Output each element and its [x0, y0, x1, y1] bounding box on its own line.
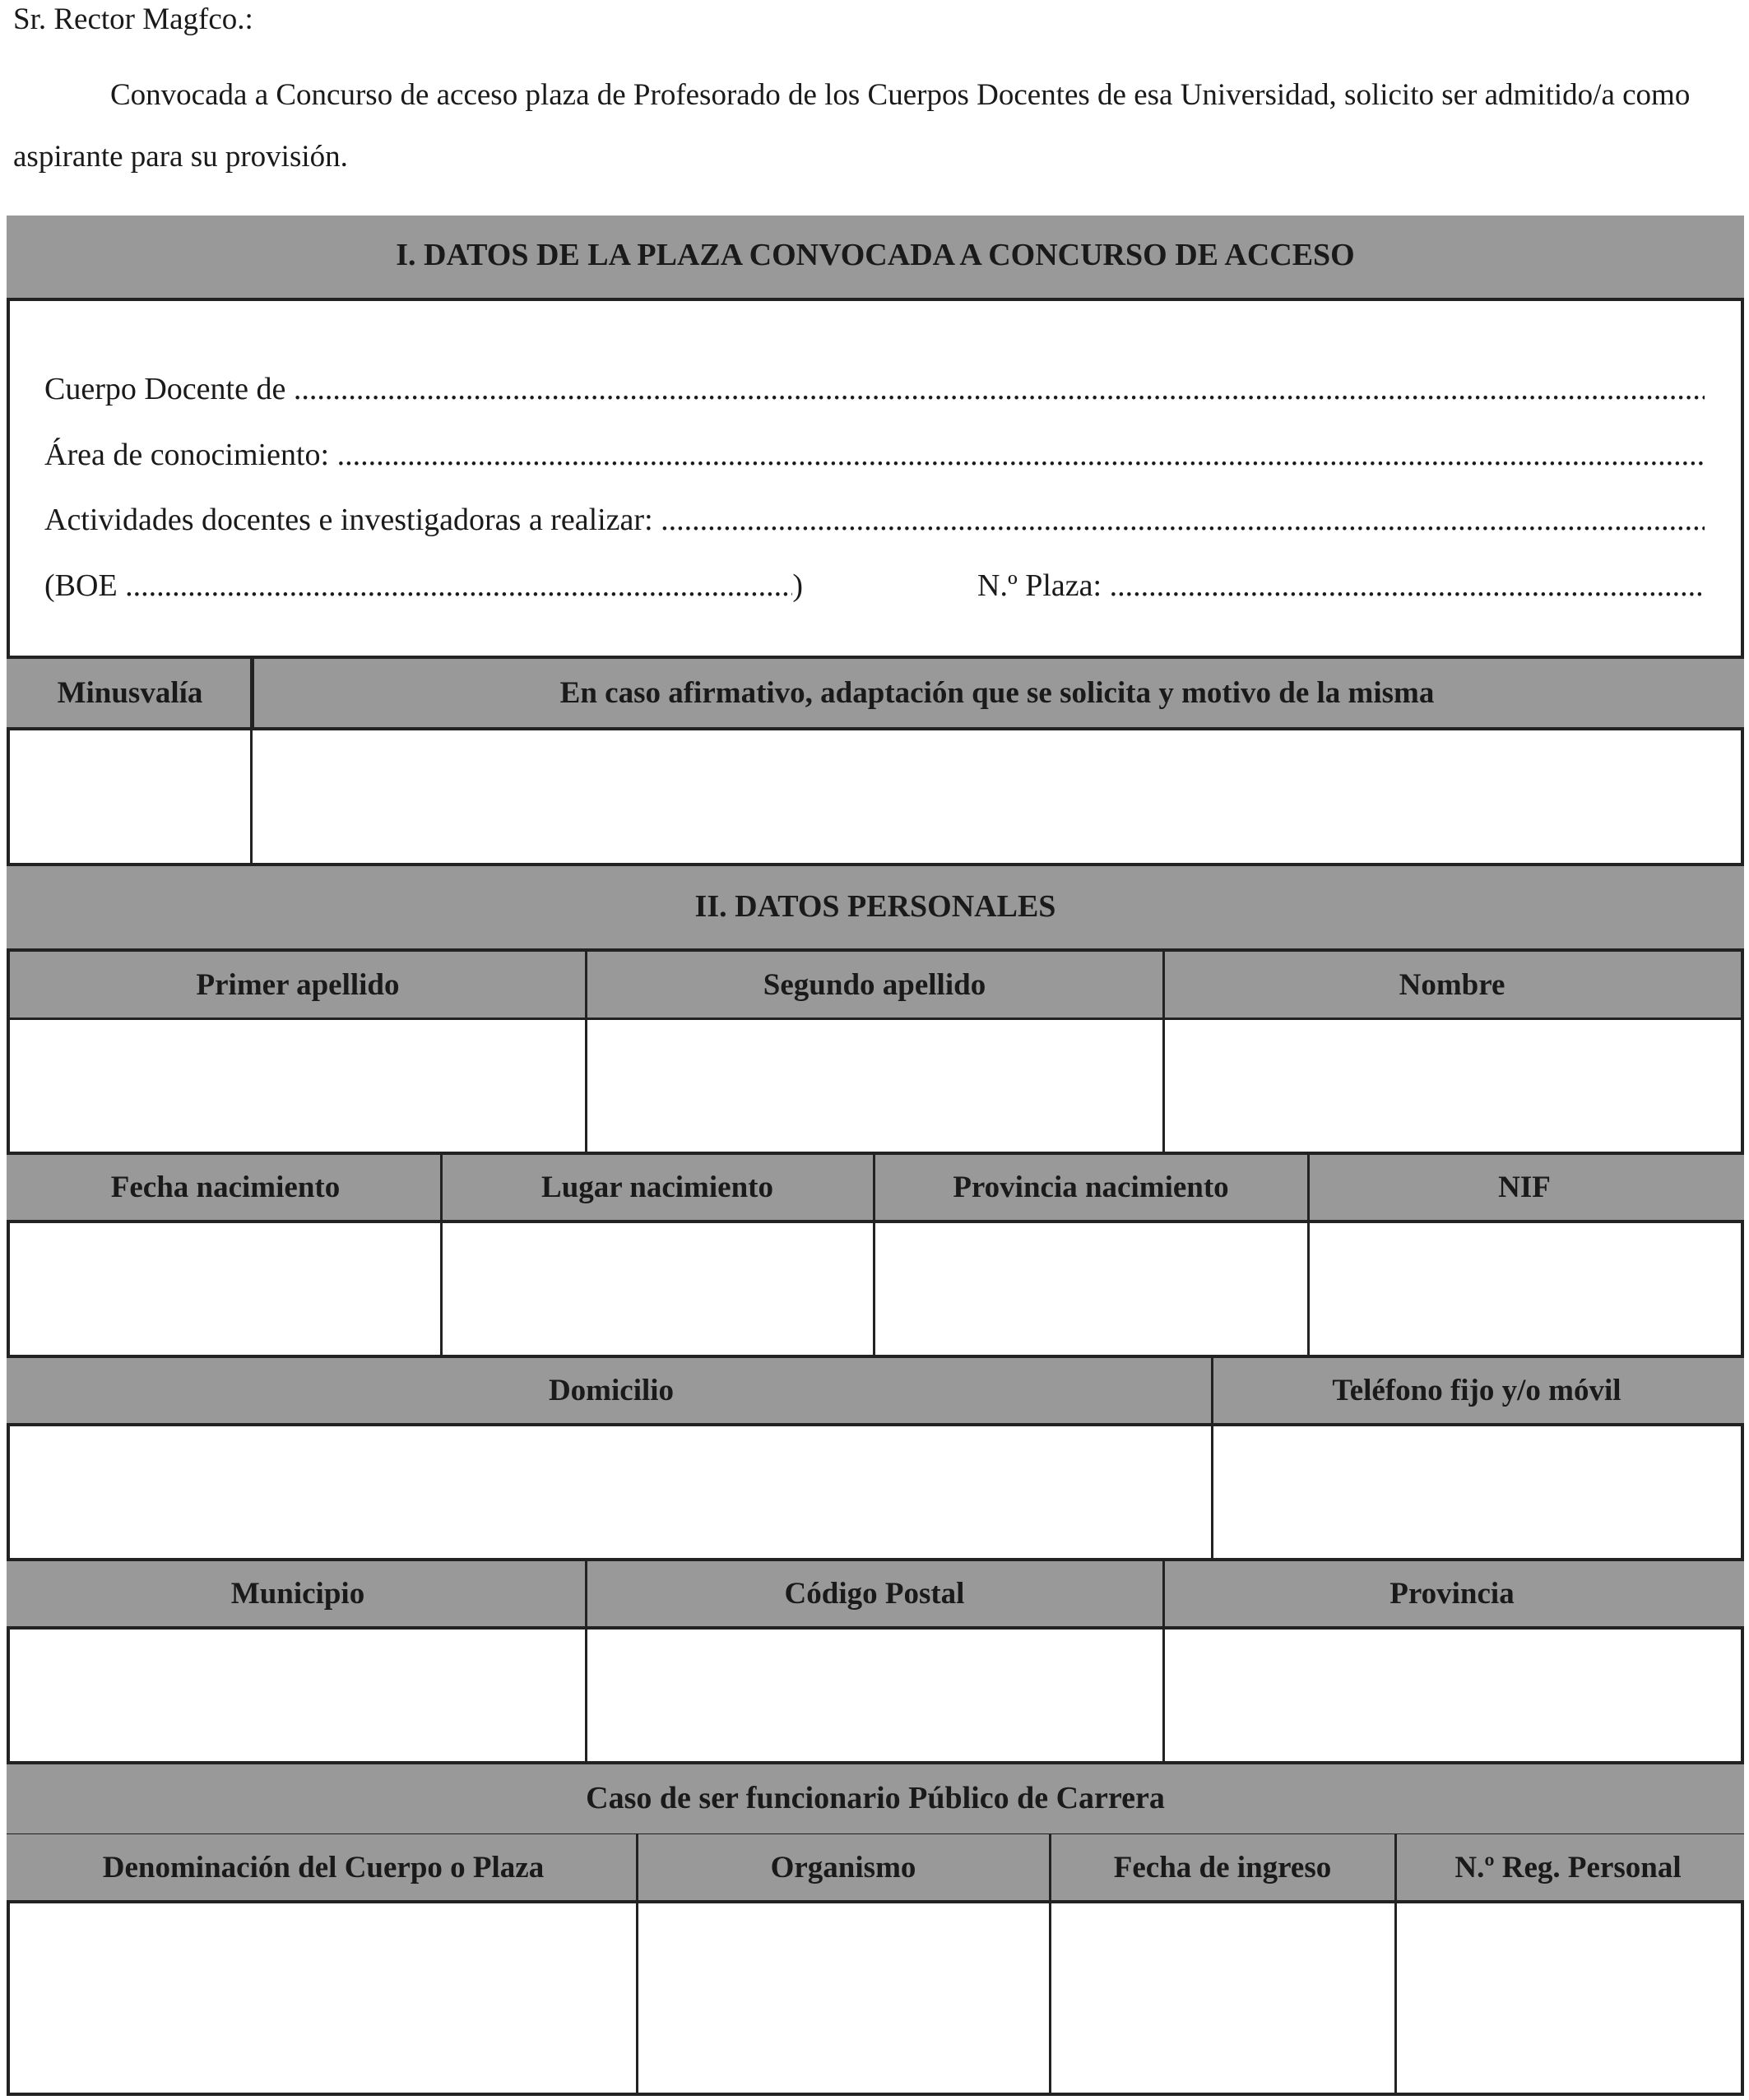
lugar-nacimiento-label: Lugar nacimiento — [541, 1171, 773, 1204]
boe-label: (BOE — [44, 568, 118, 603]
funcionario-title — [7, 1761, 1744, 1836]
domicilio-header — [10, 1358, 1213, 1423]
nombre-header — [1163, 952, 1741, 1020]
organismo-label: Organismo — [770, 1850, 916, 1884]
reg-personal-input[interactable] — [1397, 1903, 1741, 2094]
primer-apellido-header — [10, 952, 586, 1020]
intro-paragraph: Convocada a Concurso de acceso plaza de Profesorado de los Cuerpos Docentes de esa Universidad, solicito ser admitido/a como aspirante para su provisión. — [13, 78, 1691, 174]
provincia-nacimiento-input[interactable] — [875, 1223, 1307, 1355]
provincia-nacimiento-header — [874, 1155, 1308, 1220]
codigo-postal-header — [586, 1561, 1163, 1626]
actividades-field[interactable] — [661, 501, 1705, 539]
telefono-header — [1213, 1358, 1741, 1423]
fecha-ingreso-header — [1050, 1834, 1395, 1900]
segundo-apellido-label: Segundo apellido — [763, 967, 986, 1002]
nif-header — [1308, 1155, 1741, 1220]
municipio-label: Municipio — [230, 1577, 365, 1611]
primer-apellido-input[interactable] — [10, 1020, 585, 1152]
reg-personal-header — [1395, 1834, 1741, 1900]
section-2-title — [7, 863, 1744, 952]
cuerpo-docente-field[interactable] — [294, 370, 1705, 408]
nif-input[interactable] — [1310, 1223, 1741, 1355]
segundo-apellido-input[interactable] — [587, 1020, 1162, 1152]
section-2-title-text: II. DATOS PERSONALES — [694, 889, 1056, 924]
plaza-field[interactable] — [1110, 567, 1705, 605]
actividades-label: Actividades docentes e investigadoras a realizar: — [44, 503, 653, 537]
fecha-ingreso-label: Fecha de ingreso — [1113, 1850, 1332, 1884]
cuerpo-docente-line[interactable] — [44, 370, 1705, 408]
fecha-nacimiento-header — [10, 1155, 441, 1220]
provincia-header — [1163, 1561, 1741, 1626]
section-1-title — [7, 216, 1744, 301]
area-conocimiento-label: Área de conocimiento: — [44, 438, 330, 472]
codigo-postal-label: Código Postal — [784, 1577, 965, 1611]
primer-apellido-label: Primer apellido — [196, 967, 400, 1002]
boe-field[interactable] — [125, 567, 792, 605]
cuerpo-docente-label: Cuerpo Docente de — [44, 372, 286, 406]
area-conocimiento-line[interactable] — [44, 436, 1705, 474]
lugar-nacimiento-input[interactable] — [443, 1223, 873, 1355]
minusvalia-divider-body — [250, 727, 253, 863]
provincia-input[interactable] — [1165, 1629, 1741, 1761]
minusvalia-header — [10, 659, 250, 727]
fecha-nacimiento-input[interactable] — [10, 1223, 440, 1355]
denominacion-label: Denominación del Cuerpo o Plaza — [102, 1850, 545, 1884]
domicilio-input[interactable] — [10, 1426, 1211, 1558]
adaptacion-label: En caso afirmativo, adaptación que se solicita y motivo de la misma — [559, 676, 1435, 710]
actividades-line[interactable] — [44, 501, 1705, 539]
area-conocimiento-field[interactable] — [337, 436, 1705, 474]
domicilio-label: Domicilio — [548, 1374, 675, 1407]
reg-personal-label: N.º Reg. Personal — [1454, 1850, 1682, 1884]
adaptacion-input[interactable] — [253, 730, 1741, 862]
denominacion-input[interactable] — [10, 1903, 636, 2094]
municipio-header — [10, 1561, 586, 1626]
plaza-label: N.º Plaza: — [977, 568, 1102, 603]
boe-close: ) — [792, 568, 803, 603]
provincia-nacimiento-label: Provincia nacimiento — [953, 1171, 1229, 1204]
denominacion-header — [10, 1834, 637, 1900]
segundo-apellido-header — [586, 952, 1163, 1020]
telefono-label: Teléfono fijo y/o móvil — [1332, 1374, 1621, 1407]
fecha-nacimiento-label: Fecha nacimiento — [110, 1171, 341, 1204]
application-form — [7, 216, 1744, 2096]
section-1-title-text: I. DATOS DE LA PLAZA CONVOCADA A CONCURSO DE ACCESO — [396, 238, 1355, 272]
provincia-label: Provincia — [1389, 1577, 1515, 1611]
boe-line[interactable] — [44, 567, 803, 605]
funcionario-title-text: Caso de ser funcionario Público de Carrera — [586, 1781, 1165, 1815]
adaptacion-header — [253, 659, 1741, 727]
fecha-ingreso-input[interactable] — [1051, 1903, 1394, 2094]
nombre-label: Nombre — [1399, 967, 1505, 1002]
lugar-nacimiento-header — [441, 1155, 874, 1220]
minusvalia-input[interactable] — [10, 730, 250, 862]
organismo-input[interactable] — [638, 1903, 1049, 2094]
organismo-header — [637, 1834, 1050, 1900]
minusvalia-divider — [250, 659, 254, 727]
greeting: Sr. Rector Magfco.: — [13, 2, 253, 36]
telefono-input[interactable] — [1213, 1426, 1741, 1558]
nombre-input[interactable] — [1165, 1020, 1741, 1152]
nif-label: NIF — [1498, 1171, 1551, 1204]
plaza-line[interactable] — [977, 567, 1705, 605]
minusvalia-label: Minusvalía — [57, 676, 203, 710]
municipio-input[interactable] — [10, 1629, 585, 1761]
codigo-postal-input[interactable] — [587, 1629, 1162, 1761]
